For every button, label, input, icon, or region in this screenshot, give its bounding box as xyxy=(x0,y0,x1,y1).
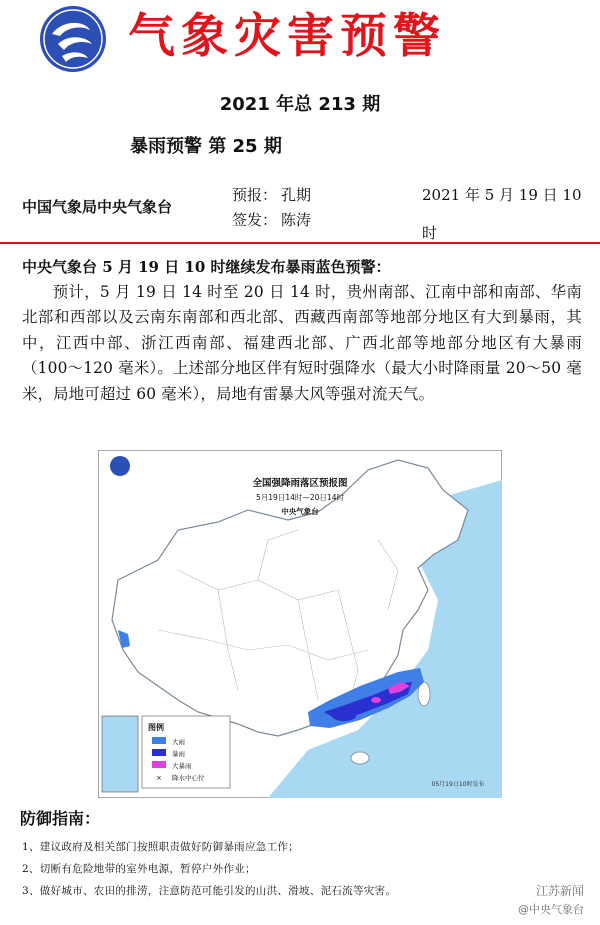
legend-label-extreme: 大暴雨 xyxy=(172,762,192,770)
legend-swatch-heavy-rain xyxy=(152,737,166,744)
map-period: 5月19日14时—20日14时 xyxy=(256,493,344,502)
guide-item: 1、建议政府及相关部门按照职责做好防御暴雨应急工作； xyxy=(22,841,299,853)
legend-center-mark-icon: × xyxy=(156,774,162,782)
legend-label-heavy-rain: 大雨 xyxy=(172,738,185,746)
signer-label: 签发： xyxy=(232,211,278,229)
rainstorm-area-center xyxy=(332,711,356,721)
forecaster-name: 孔期 xyxy=(281,186,312,204)
page-title: 气象灾害预警 xyxy=(128,9,446,64)
legend-title: 图例 xyxy=(148,723,164,732)
forecaster-label: 预报： xyxy=(232,186,278,204)
watermark-line1: 江苏新闻 xyxy=(535,884,584,898)
south-china-sea-inset xyxy=(102,716,138,792)
lead-sentence: 中央气象台 5 月 19 日 10 时继续发布暴雨蓝色预警： xyxy=(22,258,391,276)
legend-swatch-rainstorm xyxy=(152,749,166,756)
issuing-agency: 中国气象局中央气象台 xyxy=(22,198,173,216)
guide-item: 3、做好城市、农田的排涝，注意防范可能引发的山洪、滑坡、泥石流等灾害。 xyxy=(22,885,397,897)
map-agency: 中央气象台 xyxy=(281,507,319,516)
guide-title: 防御指南： xyxy=(20,809,101,828)
watermark xyxy=(466,882,592,920)
guide-list xyxy=(22,836,542,902)
forecast-paragraph: 预计，5 月 19 日 14 时至 20 日 14 时，贵州南部、江南中部和南部、华南北部和西部以及云南东南部和西北部、西藏西南部等地部分地区有大到暴雨，其中，江西中部、浙江西南部、福建西北部、广西北部等地部分地区有大暴雨（100～120 毫米）。上述部分地区伴有短时强降水（最大小时降雨量 20～50 毫米，局地可超过 60 毫米），局地有雷暴大风等强对流天气。 xyxy=(22,283,582,403)
watermark-line2: @中央气象台 xyxy=(518,903,584,916)
guide-item: 2、切断有危险地带的室外电源，暂停户外作业； xyxy=(22,863,256,875)
issue-stamp: 05月19日10时发布 xyxy=(431,781,485,788)
map-logo-icon xyxy=(110,456,130,476)
staff-block xyxy=(232,183,311,233)
legend-label-rainstorm: 暴雨 xyxy=(172,750,185,758)
cma-logo-icon xyxy=(38,4,108,74)
map-title: 全国强降雨落区预报图 xyxy=(252,478,348,489)
map-legend xyxy=(142,716,230,788)
issue-number: 2021 年总 213 期 xyxy=(219,94,381,115)
signer-name: 陈涛 xyxy=(281,211,312,229)
rainfall-forecast-map xyxy=(98,450,502,798)
extreme-rain-area-2 xyxy=(371,697,381,703)
red-divider xyxy=(0,242,600,244)
warning-issue: 暴雨预警 第 25 期 xyxy=(130,136,282,157)
legend-label-center: 降水中心位 xyxy=(172,774,205,782)
legend-swatch-extreme xyxy=(152,761,166,768)
issue-date: 2021 年 5 月 19 日 10 时 xyxy=(422,186,582,242)
